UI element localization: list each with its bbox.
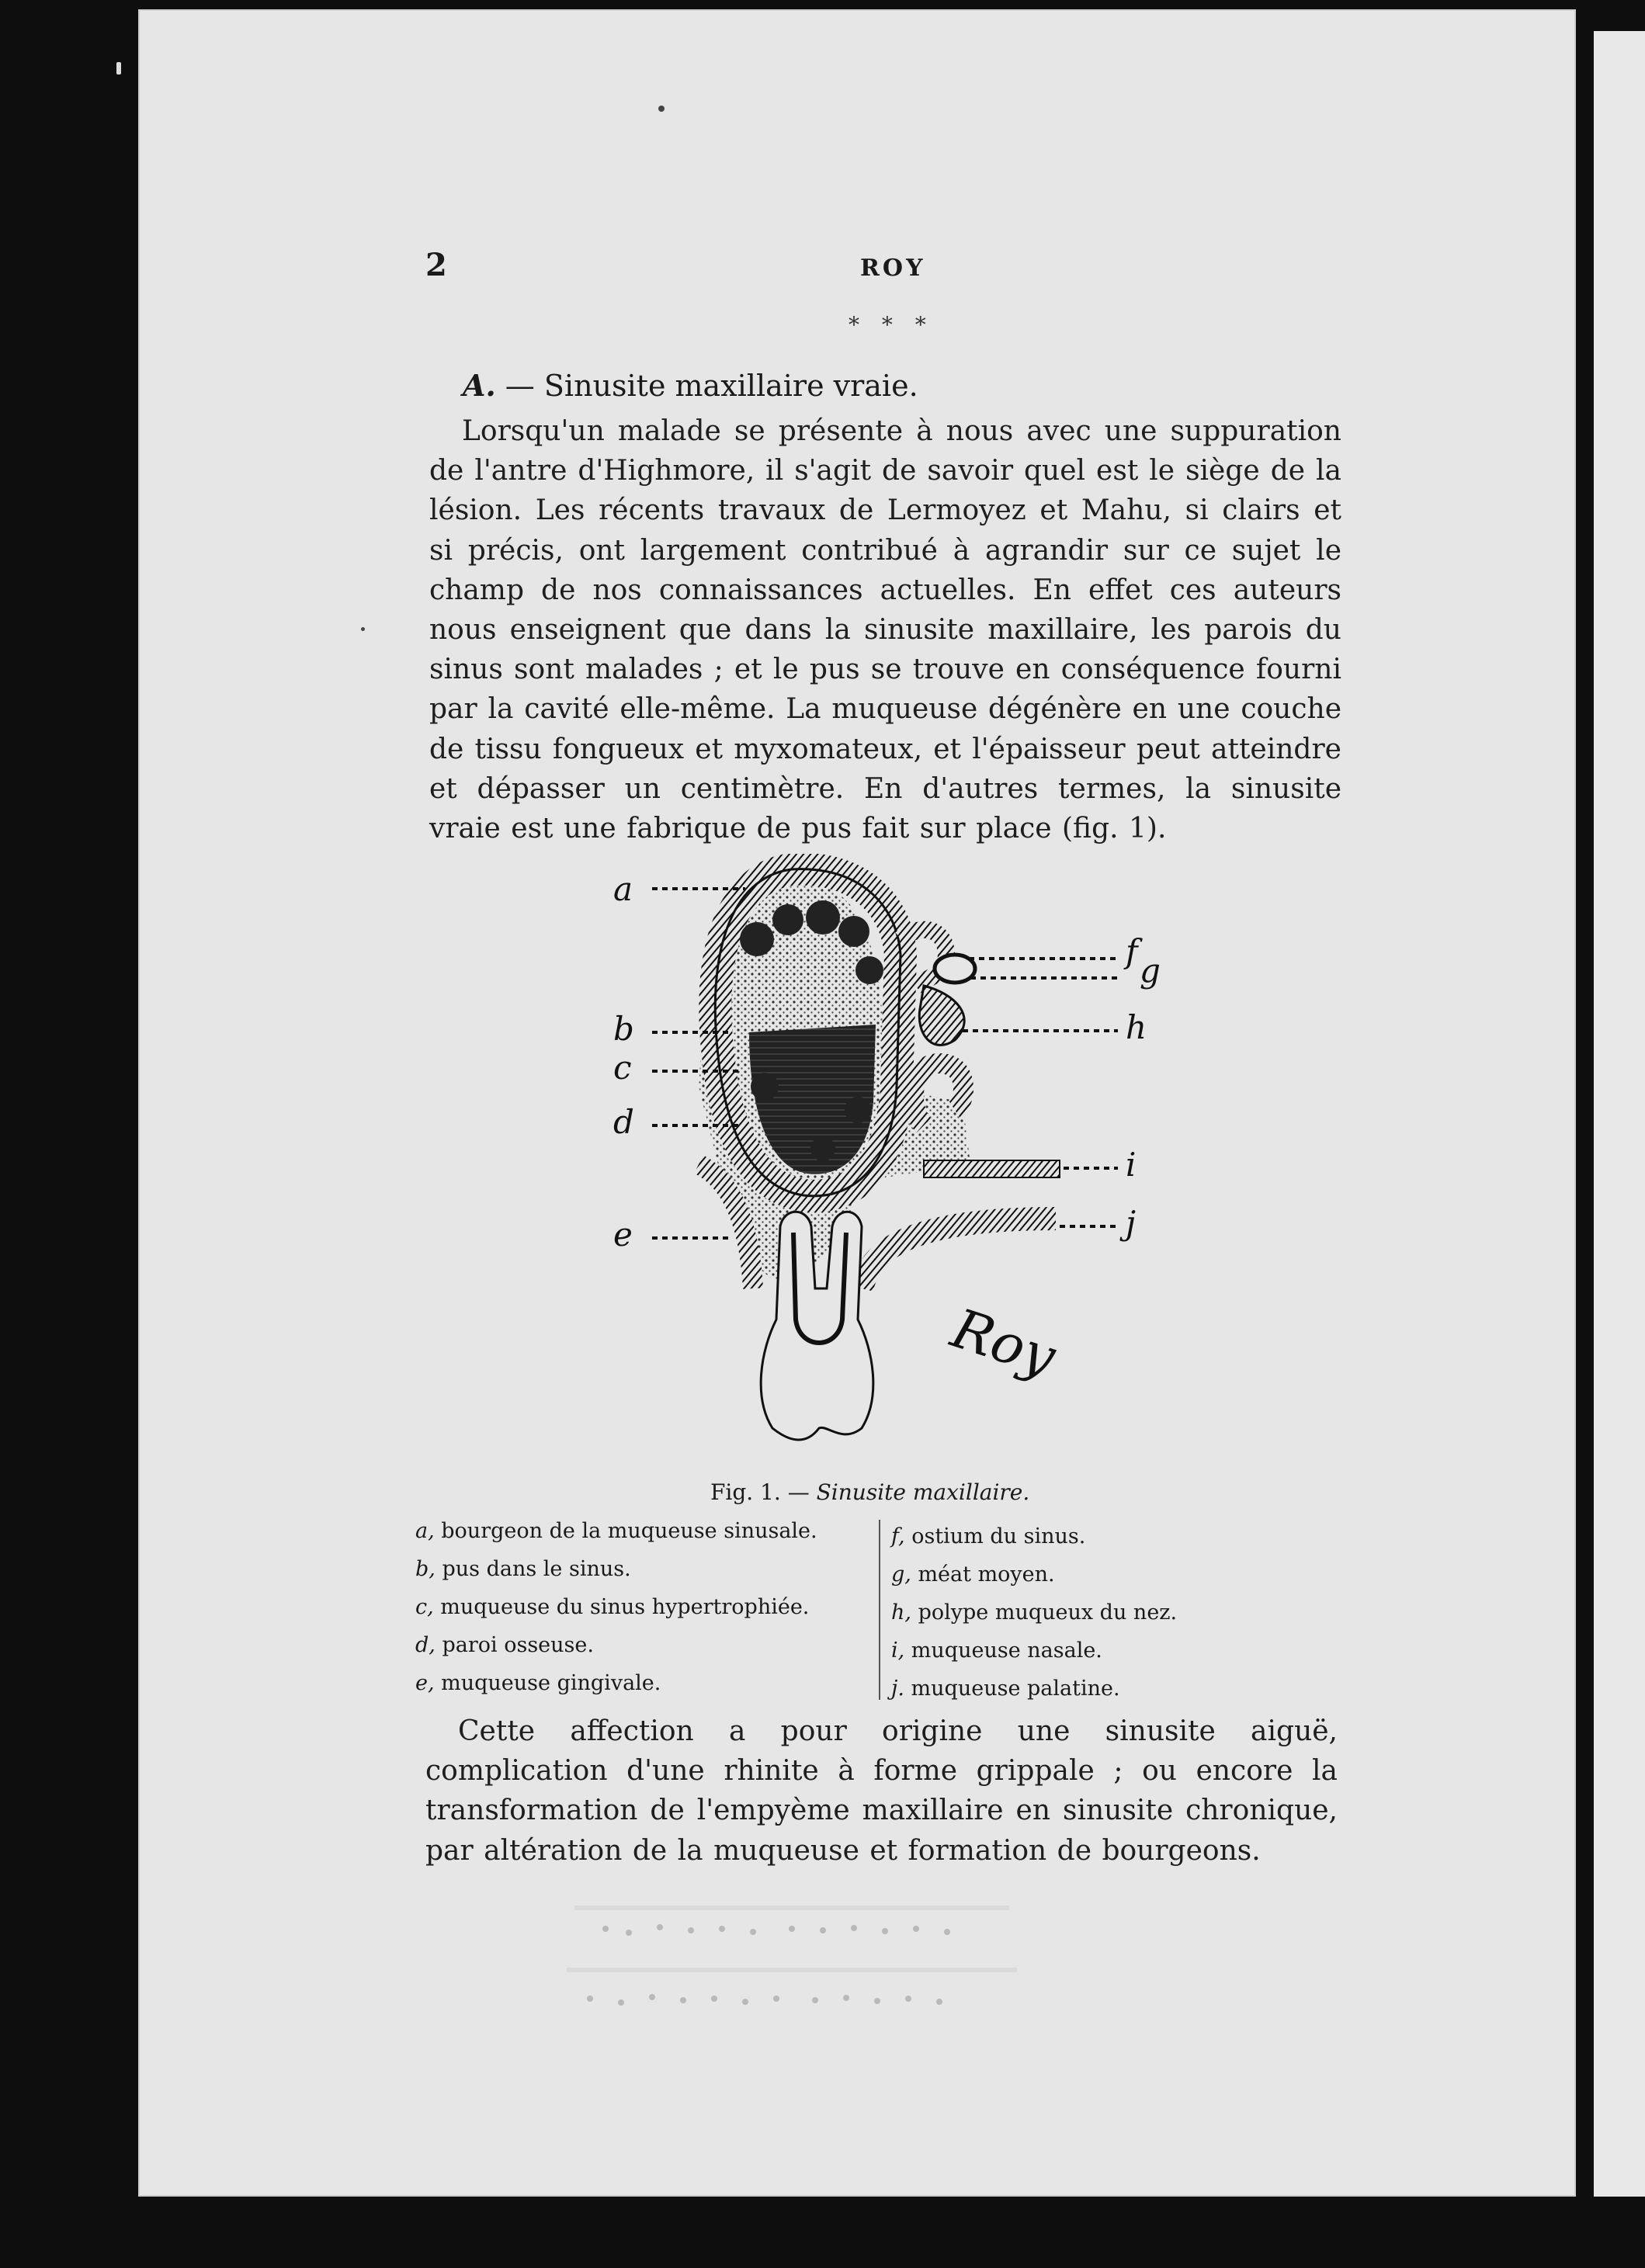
paragraph-origin: Cette affection a pour origine une sinusite aiguë, complication d'une rhinite à forme grippale ; ou encore la transformation de l'empyème maxillaire en sinusite chronique, par altération de la muqueuse et formation de bourgeons. xyxy=(425,1715,1338,1867)
label-j: j xyxy=(1126,1204,1137,1242)
legend-text: pus dans le sinus. xyxy=(435,1557,631,1581)
label-i: i xyxy=(1126,1146,1137,1184)
legend-text: paroi osseuse. xyxy=(435,1633,594,1657)
legend-key: c, xyxy=(415,1595,434,1619)
page-number: 2 xyxy=(425,247,447,283)
legend-key: h, xyxy=(891,1600,911,1625)
legend-item xyxy=(891,1593,1177,1632)
section-letter: A. xyxy=(463,368,496,403)
legend-key: d, xyxy=(415,1633,436,1657)
paragraph-intro: Lorsqu'un malade se présente à nous avec une suppuration de l'antre d'Highmore, il s'agit de savoir quel est le siège de la lésion. Les récents travaux de Lermoyez et Mahu, si clairs et si précis, ont largement contribué à agrandir sur ce sujet le champ de nos connaissances actuelles. En effet ces auteurs nous enseignent que dans la sinusite maxillaire, les parois du sinus sont malades ; et le pus se trouve en conséquence fourni par la cavité elle-même. La muqueuse dégénère en une couche de tissu fongueux et myxomateux, et l'épaisseur peut atteindre et dépasser un centimètre. En d'autres termes, la sinusite vraie est une fabrique de pus fait sur place (fig. 1). xyxy=(429,415,1341,845)
legend-item xyxy=(415,1664,817,1702)
legend-item xyxy=(415,1550,817,1588)
legend-key: i, xyxy=(891,1639,905,1663)
faded-library-stamp xyxy=(559,1874,1025,2037)
paper-speck xyxy=(116,62,121,75)
legend-text: muqueuse palatine. xyxy=(904,1677,1120,1701)
legend-item xyxy=(415,1626,817,1664)
nasal-mucosa-lower xyxy=(924,1160,1060,1177)
legend-key: e, xyxy=(415,1671,435,1695)
legend-key: f, xyxy=(891,1524,905,1548)
legend-item xyxy=(891,1670,1177,1708)
label-c: c xyxy=(613,1049,632,1087)
legend-text: muqueuse du sinus hypertrophiée. xyxy=(433,1595,810,1619)
section-heading xyxy=(463,368,918,403)
figure-legend-left xyxy=(415,1512,817,1702)
legend-item xyxy=(891,1632,1177,1670)
figure-caption-title: Sinusite maxillaire. xyxy=(816,1479,1030,1505)
legend-divider xyxy=(879,1520,880,1700)
section-dash: — xyxy=(495,369,544,403)
legend-text: muqueuse gingivale. xyxy=(434,1671,661,1695)
legend-item xyxy=(415,1512,817,1550)
paper-speck xyxy=(658,106,665,112)
label-d: d xyxy=(613,1103,634,1141)
adjacent-page-edge xyxy=(1591,31,1645,2197)
legend-key: g, xyxy=(891,1562,911,1587)
section-title: Sinusite maxillaire vraie. xyxy=(543,369,918,403)
figure-caption-prefix: Fig. 1. — xyxy=(710,1479,817,1505)
nasal-polyp xyxy=(919,986,964,1045)
figure-caption xyxy=(710,1479,1029,1505)
label-g: g xyxy=(1140,952,1161,990)
label-b: b xyxy=(613,1010,634,1048)
figure-legend-right xyxy=(891,1517,1177,1708)
legend-key: j. xyxy=(891,1677,904,1701)
legend-item xyxy=(891,1555,1177,1593)
label-a: a xyxy=(613,870,633,908)
section-ornament: * * * xyxy=(849,312,934,338)
label-h: h xyxy=(1126,1008,1147,1046)
figure-signature: Roy xyxy=(944,1296,1064,1389)
running-head: ROY xyxy=(860,255,926,282)
legend-key: b, xyxy=(415,1557,436,1581)
figure-sinusitis-illustration xyxy=(590,854,1180,1467)
legend-item xyxy=(415,1588,817,1626)
legend-item xyxy=(891,1517,1177,1555)
label-e: e xyxy=(613,1215,633,1254)
paper-speck xyxy=(361,627,365,631)
legend-text: méat moyen. xyxy=(911,1562,1055,1587)
legend-key: a, xyxy=(415,1519,435,1543)
palatine-mucosa xyxy=(862,1219,1056,1288)
legend-text: ostium du sinus. xyxy=(904,1524,1086,1548)
label-f: f xyxy=(1126,932,1138,970)
legend-text: bourgeon de la muqueuse sinusale. xyxy=(434,1519,817,1543)
legend-text: muqueuse nasale. xyxy=(904,1639,1102,1663)
legend-text: polype muqueux du nez. xyxy=(911,1600,1178,1625)
